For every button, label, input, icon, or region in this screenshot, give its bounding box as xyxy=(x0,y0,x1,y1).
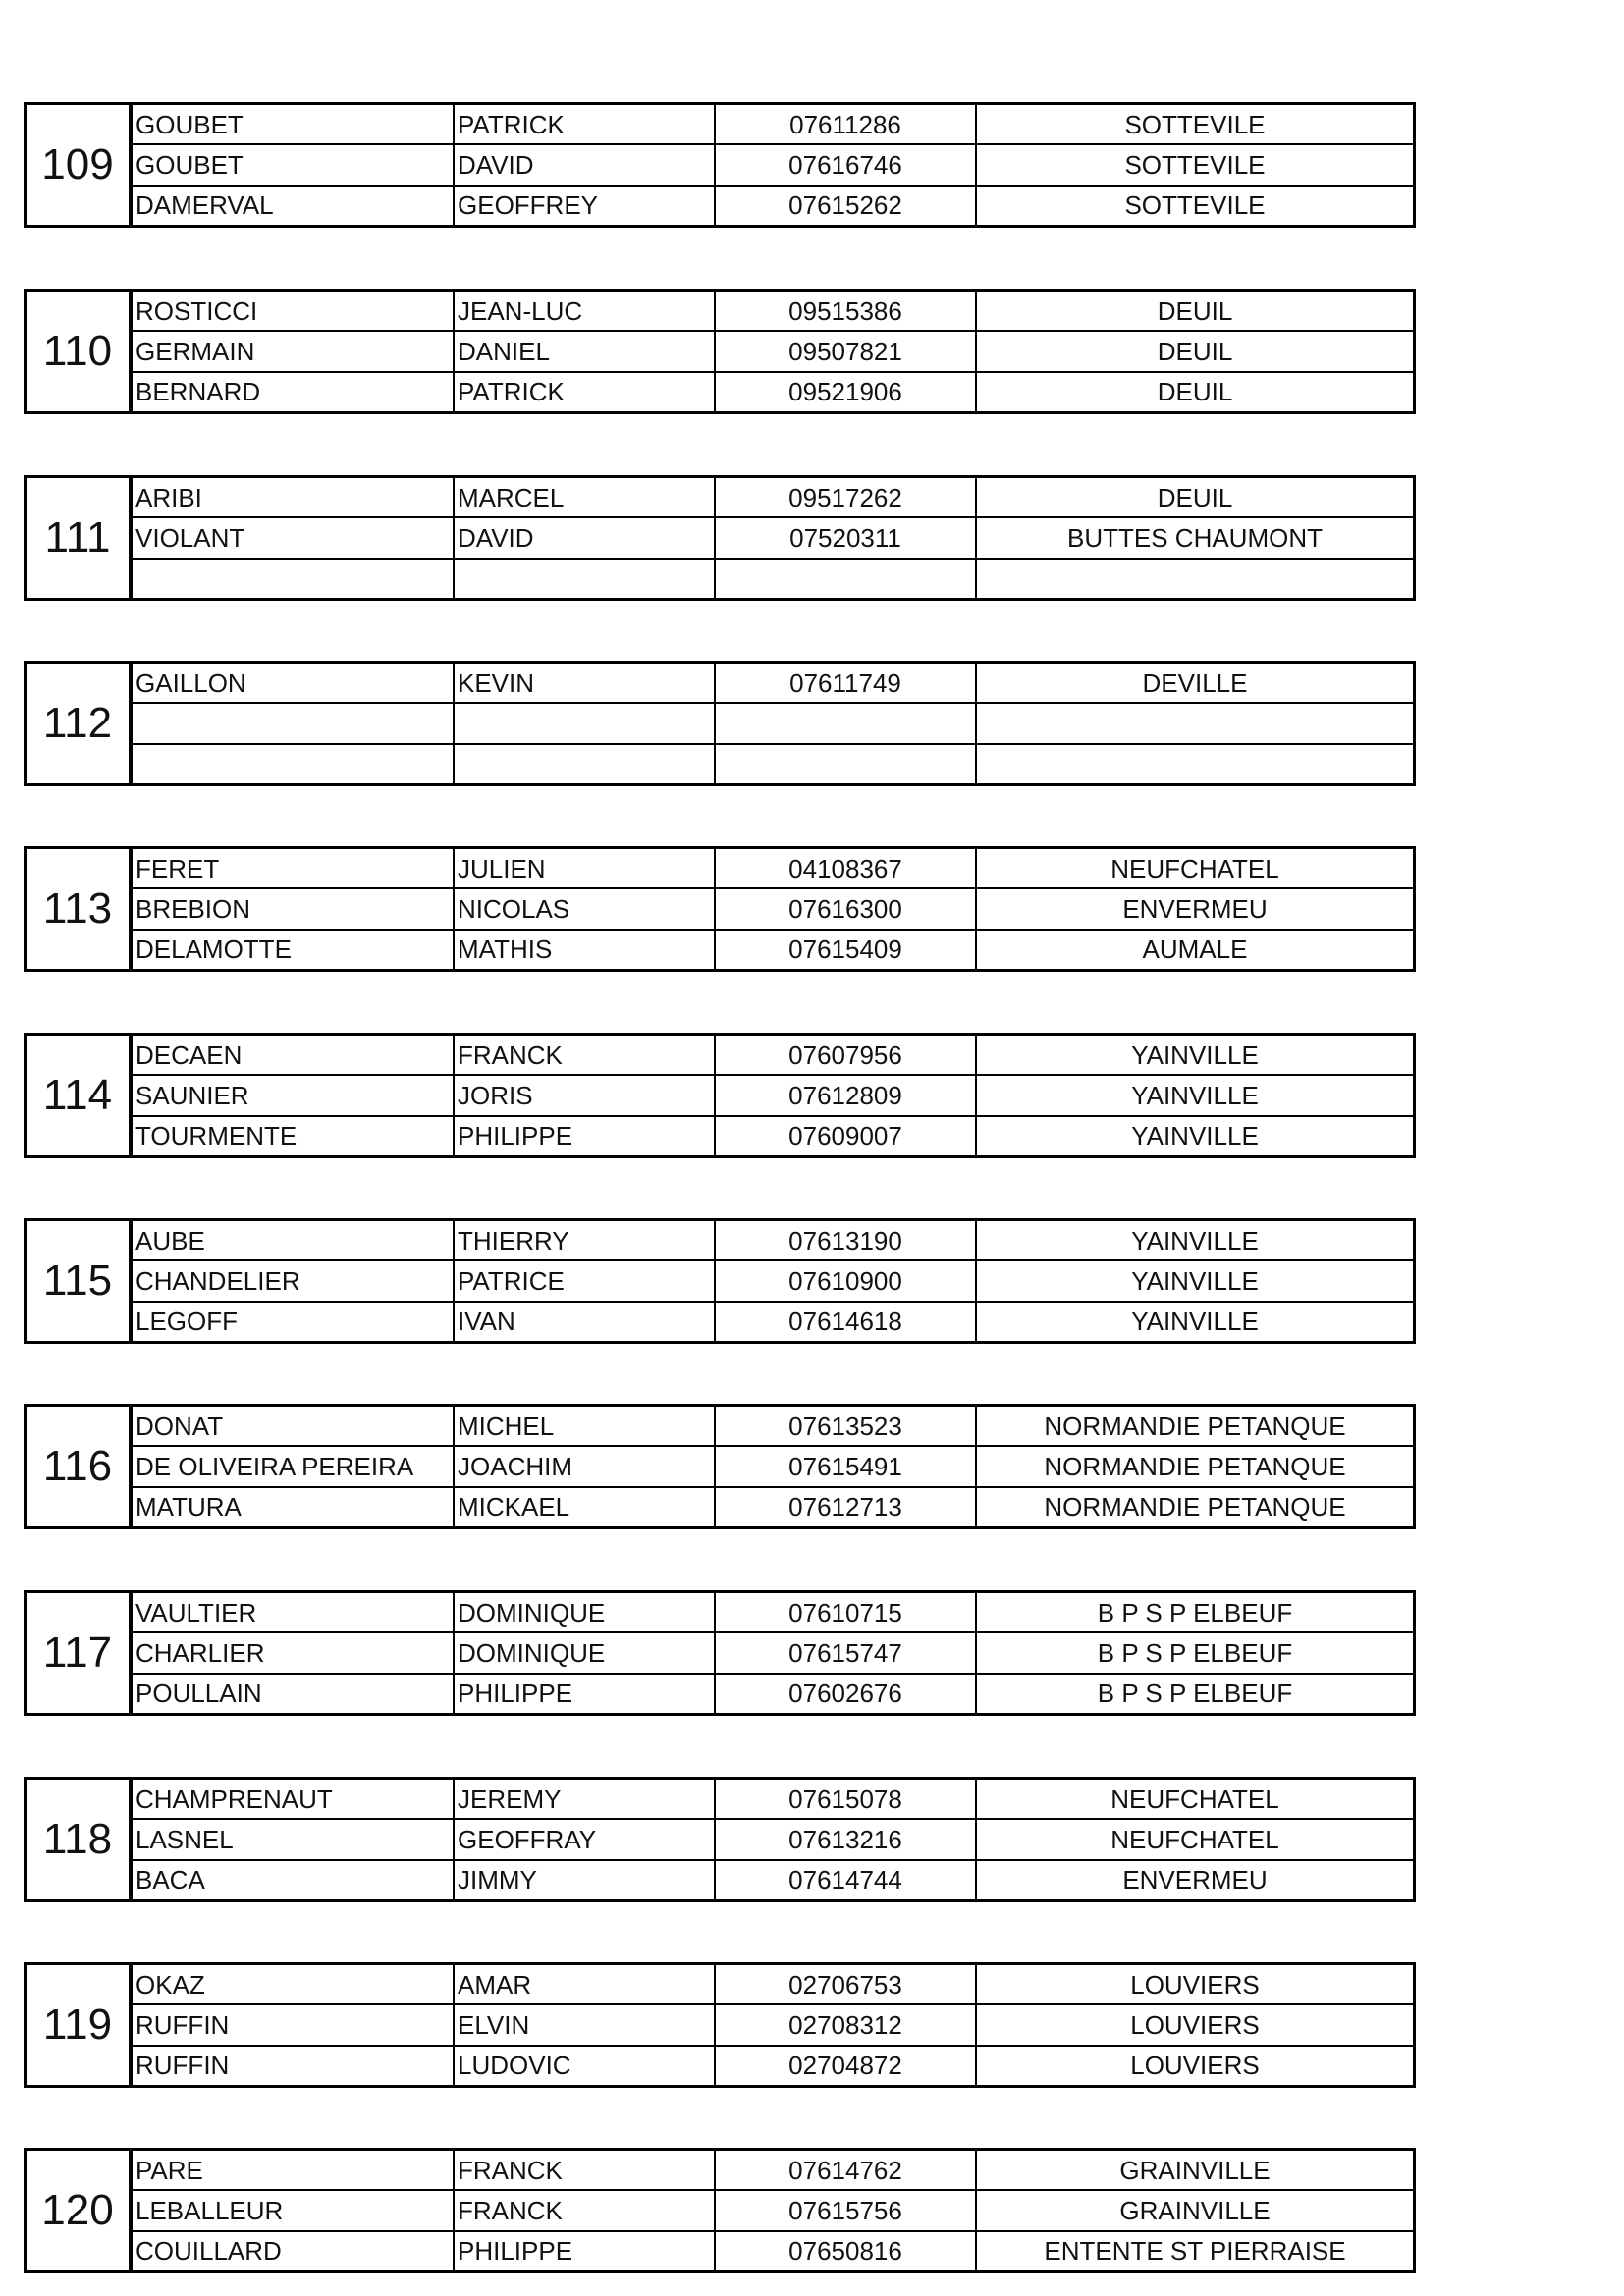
licence-cell: 07613523 xyxy=(715,1406,976,1447)
player-row xyxy=(132,1674,1415,1715)
first-name-cell: NICOLAS xyxy=(454,888,715,929)
player-row xyxy=(132,559,1415,600)
player-row xyxy=(132,703,1415,743)
team-players-table xyxy=(131,1590,1416,1716)
first-name-cell: PATRICK xyxy=(454,104,715,145)
team-number: 113 xyxy=(24,846,132,972)
team-number: 117 xyxy=(24,1590,132,1716)
player-row xyxy=(132,744,1415,785)
club-cell: YAINVILLE xyxy=(976,1035,1415,1076)
club-cell: B P S P ELBEUF xyxy=(976,1592,1415,1633)
club-cell: AUMALE xyxy=(976,930,1415,971)
first-name-cell: LUDOVIC xyxy=(454,2046,715,2087)
last-name-cell: FERET xyxy=(132,848,454,889)
club-cell: DEUIL xyxy=(976,331,1415,371)
club-cell: SOTTEVILE xyxy=(976,144,1415,185)
last-name-cell: OKAZ xyxy=(132,1964,454,2005)
last-name-cell: DELAMOTTE xyxy=(132,930,454,971)
club-cell: B P S P ELBEUF xyxy=(976,1632,1415,1673)
last-name-cell: LEGOFF xyxy=(132,1302,454,1343)
last-name-cell: PARE xyxy=(132,2150,454,2191)
first-name-cell: JULIEN xyxy=(454,848,715,889)
player-row xyxy=(132,517,1415,558)
last-name-cell: RUFFIN xyxy=(132,2046,454,2087)
licence-cell: 07612713 xyxy=(715,1487,976,1528)
club-cell: ENVERMEU xyxy=(976,888,1415,929)
last-name-cell: DAMERVAL xyxy=(132,186,454,227)
player-row xyxy=(132,331,1415,371)
last-name-cell: AUBE xyxy=(132,1220,454,1261)
licence-cell: 07607956 xyxy=(715,1035,976,1076)
club-cell: YAINVILLE xyxy=(976,1075,1415,1115)
licence-cell: 02704872 xyxy=(715,2046,976,2087)
player-row xyxy=(132,1860,1415,1901)
team-block xyxy=(24,1218,1416,1344)
club-cell: YAINVILLE xyxy=(976,1302,1415,1343)
licence-cell: 07614762 xyxy=(715,2150,976,2191)
club-cell: ENVERMEU xyxy=(976,1860,1415,1901)
last-name-cell: GERMAIN xyxy=(132,331,454,371)
licence-cell: 07614744 xyxy=(715,1860,976,1901)
last-name-cell: ARIBI xyxy=(132,477,454,518)
last-name-cell: COUILLARD xyxy=(132,2231,454,2272)
club-cell: NEUFCHATEL xyxy=(976,848,1415,889)
team-number: 112 xyxy=(24,661,132,786)
last-name-cell: DONAT xyxy=(132,1406,454,1447)
first-name-cell: JEREMY xyxy=(454,1779,715,1820)
team-players-table xyxy=(131,1404,1416,1529)
licence-cell: 07611286 xyxy=(715,104,976,145)
first-name-cell: PHILIPPE xyxy=(454,1674,715,1715)
team-block xyxy=(24,1590,1416,1716)
club-cell: NORMANDIE PETANQUE xyxy=(976,1406,1415,1447)
team-players-table xyxy=(131,1218,1416,1344)
club-cell: SOTTEVILE xyxy=(976,104,1415,145)
first-name-cell: JOACHIM xyxy=(454,1446,715,1486)
team-number: 111 xyxy=(24,475,132,601)
club-cell xyxy=(976,559,1415,600)
last-name-cell: GOUBET xyxy=(132,144,454,185)
first-name-cell xyxy=(454,703,715,743)
team-number: 114 xyxy=(24,1033,132,1158)
player-row xyxy=(132,291,1415,332)
team-players-table xyxy=(131,102,1416,228)
club-cell: LOUVIERS xyxy=(976,2046,1415,2087)
club-cell: B P S P ELBEUF xyxy=(976,1674,1415,1715)
last-name-cell xyxy=(132,559,454,600)
player-row xyxy=(132,2046,1415,2087)
licence-cell: 07650816 xyxy=(715,2231,976,2272)
last-name-cell: BERNARD xyxy=(132,372,454,413)
first-name-cell: AMAR xyxy=(454,1964,715,2005)
last-name-cell: TOURMENTE xyxy=(132,1116,454,1157)
player-row xyxy=(132,2231,1415,2272)
last-name-cell: LEBALLEUR xyxy=(132,2190,454,2230)
player-row xyxy=(132,1260,1415,1301)
player-row xyxy=(132,1116,1415,1157)
first-name-cell: FRANCK xyxy=(454,1035,715,1076)
licence-cell: 07616746 xyxy=(715,144,976,185)
club-cell: SOTTEVILE xyxy=(976,186,1415,227)
last-name-cell: BREBION xyxy=(132,888,454,929)
team-players-table xyxy=(131,2148,1416,2273)
club-cell: BUTTES CHAUMONT xyxy=(976,517,1415,558)
first-name-cell: DAVID xyxy=(454,517,715,558)
player-row xyxy=(132,888,1415,929)
licence-cell: 07610900 xyxy=(715,1260,976,1301)
licence-cell: 07520311 xyxy=(715,517,976,558)
first-name-cell: JIMMY xyxy=(454,1860,715,1901)
licence-cell xyxy=(715,703,976,743)
player-row xyxy=(132,848,1415,889)
team-block xyxy=(24,2148,1416,2273)
team-number: 116 xyxy=(24,1404,132,1529)
last-name-cell: POULLAIN xyxy=(132,1674,454,1715)
last-name-cell: ROSTICCI xyxy=(132,291,454,332)
first-name-cell: MATHIS xyxy=(454,930,715,971)
team-block xyxy=(24,661,1416,786)
club-cell: YAINVILLE xyxy=(976,1260,1415,1301)
team-block xyxy=(24,1033,1416,1158)
first-name-cell: GEOFFRAY xyxy=(454,1819,715,1859)
first-name-cell: DANIEL xyxy=(454,331,715,371)
player-row xyxy=(132,1220,1415,1261)
last-name-cell: LASNEL xyxy=(132,1819,454,1859)
licence-cell: 07609007 xyxy=(715,1116,976,1157)
licence-cell: 07615491 xyxy=(715,1446,976,1486)
first-name-cell: KEVIN xyxy=(454,663,715,704)
team-number: 119 xyxy=(24,1962,132,2088)
first-name-cell: JEAN-LUC xyxy=(454,291,715,332)
player-row xyxy=(132,104,1415,145)
licence-cell: 07615756 xyxy=(715,2190,976,2230)
first-name-cell: THIERRY xyxy=(454,1220,715,1261)
team-block xyxy=(24,1962,1416,2088)
club-cell xyxy=(976,703,1415,743)
licence-cell: 07613216 xyxy=(715,1819,976,1859)
first-name-cell xyxy=(454,744,715,785)
first-name-cell: DOMINIQUE xyxy=(454,1632,715,1673)
first-name-cell: PATRICE xyxy=(454,1260,715,1301)
licence-cell: 07611749 xyxy=(715,663,976,704)
first-name-cell: FRANCK xyxy=(454,2150,715,2191)
player-row xyxy=(132,477,1415,518)
licence-cell: 09515386 xyxy=(715,291,976,332)
first-name-cell: MARCEL xyxy=(454,477,715,518)
last-name-cell: CHARLIER xyxy=(132,1632,454,1673)
club-cell: GRAINVILLE xyxy=(976,2190,1415,2230)
licence-cell: 02706753 xyxy=(715,1964,976,2005)
team-players-table xyxy=(131,1962,1416,2088)
club-cell: ENTENTE ST PIERRAISE xyxy=(976,2231,1415,2272)
team-players-table xyxy=(131,1033,1416,1158)
last-name-cell: BACA xyxy=(132,1860,454,1901)
player-row xyxy=(132,1035,1415,1076)
first-name-cell: IVAN xyxy=(454,1302,715,1343)
player-row xyxy=(132,2190,1415,2230)
last-name-cell: DECAEN xyxy=(132,1035,454,1076)
team-number: 109 xyxy=(24,102,132,228)
last-name-cell: RUFFIN xyxy=(132,2004,454,2045)
club-cell: YAINVILLE xyxy=(976,1220,1415,1261)
last-name-cell: MATURA xyxy=(132,1487,454,1528)
player-row xyxy=(132,2004,1415,2045)
club-cell: GRAINVILLE xyxy=(976,2150,1415,2191)
licence-cell: 07616300 xyxy=(715,888,976,929)
team-number: 115 xyxy=(24,1218,132,1344)
team-block xyxy=(24,289,1416,414)
licence-cell: 07612809 xyxy=(715,1075,976,1115)
player-row xyxy=(132,1632,1415,1673)
licence-cell: 07615078 xyxy=(715,1779,976,1820)
last-name-cell: SAUNIER xyxy=(132,1075,454,1115)
team-block xyxy=(24,475,1416,601)
player-row xyxy=(132,144,1415,185)
licence-cell: 07610715 xyxy=(715,1592,976,1633)
player-row xyxy=(132,1302,1415,1343)
club-cell: NORMANDIE PETANQUE xyxy=(976,1487,1415,1528)
player-row xyxy=(132,1964,1415,2005)
first-name-cell: PHILIPPE xyxy=(454,1116,715,1157)
club-cell: DEUIL xyxy=(976,372,1415,413)
first-name-cell: MICKAEL xyxy=(454,1487,715,1528)
last-name-cell xyxy=(132,703,454,743)
player-row xyxy=(132,1406,1415,1447)
licence-cell: 09521906 xyxy=(715,372,976,413)
licence-cell: 09507821 xyxy=(715,331,976,371)
player-row xyxy=(132,930,1415,971)
club-cell: NORMANDIE PETANQUE xyxy=(976,1446,1415,1486)
team-number: 120 xyxy=(24,2148,132,2273)
player-row xyxy=(132,1592,1415,1633)
licence-cell: 02708312 xyxy=(715,2004,976,2045)
club-cell: DEUIL xyxy=(976,291,1415,332)
player-row xyxy=(132,186,1415,227)
team-players-table xyxy=(131,475,1416,601)
club-cell: DEVILLE xyxy=(976,663,1415,704)
licence-cell xyxy=(715,744,976,785)
last-name-cell: CHANDELIER xyxy=(132,1260,454,1301)
club-cell: LOUVIERS xyxy=(976,2004,1415,2045)
team-players-table xyxy=(131,289,1416,414)
club-cell: DEUIL xyxy=(976,477,1415,518)
first-name-cell: DOMINIQUE xyxy=(454,1592,715,1633)
first-name-cell: JORIS xyxy=(454,1075,715,1115)
licence-cell: 09517262 xyxy=(715,477,976,518)
first-name-cell: PATRICK xyxy=(454,372,715,413)
licence-cell: 04108367 xyxy=(715,848,976,889)
first-name-cell: ELVIN xyxy=(454,2004,715,2045)
player-row xyxy=(132,1819,1415,1859)
last-name-cell: VIOLANT xyxy=(132,517,454,558)
player-row xyxy=(132,1446,1415,1486)
first-name-cell xyxy=(454,559,715,600)
player-row xyxy=(132,1075,1415,1115)
club-cell: NEUFCHATEL xyxy=(976,1819,1415,1859)
club-cell xyxy=(976,744,1415,785)
club-cell: YAINVILLE xyxy=(976,1116,1415,1157)
last-name-cell: VAULTIER xyxy=(132,1592,454,1633)
club-cell: LOUVIERS xyxy=(976,1964,1415,2005)
first-name-cell: GEOFFREY xyxy=(454,186,715,227)
club-cell: NEUFCHATEL xyxy=(976,1779,1415,1820)
team-block xyxy=(24,102,1416,228)
licence-cell xyxy=(715,559,976,600)
team-players-table xyxy=(131,661,1416,786)
last-name-cell: CHAMPRENAUT xyxy=(132,1779,454,1820)
licence-cell: 07613190 xyxy=(715,1220,976,1261)
first-name-cell: PHILIPPE xyxy=(454,2231,715,2272)
licence-cell: 07615409 xyxy=(715,930,976,971)
player-row xyxy=(132,1487,1415,1528)
player-row xyxy=(132,2150,1415,2191)
team-block xyxy=(24,1777,1416,1902)
licence-cell: 07614618 xyxy=(715,1302,976,1343)
team-number: 118 xyxy=(24,1777,132,1902)
first-name-cell: FRANCK xyxy=(454,2190,715,2230)
player-row xyxy=(132,663,1415,704)
player-row xyxy=(132,372,1415,413)
first-name-cell: DAVID xyxy=(454,144,715,185)
first-name-cell: MICHEL xyxy=(454,1406,715,1447)
team-block xyxy=(24,1404,1416,1529)
player-row xyxy=(132,1779,1415,1820)
team-players-table xyxy=(131,846,1416,972)
licence-cell: 07615262 xyxy=(715,186,976,227)
licence-cell: 07615747 xyxy=(715,1632,976,1673)
last-name-cell xyxy=(132,744,454,785)
licence-cell: 07602676 xyxy=(715,1674,976,1715)
team-block xyxy=(24,846,1416,972)
last-name-cell: DE OLIVEIRA PEREIRA xyxy=(132,1446,454,1486)
last-name-cell: GAILLON xyxy=(132,663,454,704)
team-players-table xyxy=(131,1777,1416,1902)
last-name-cell: GOUBET xyxy=(132,104,454,145)
team-number: 110 xyxy=(24,289,132,414)
